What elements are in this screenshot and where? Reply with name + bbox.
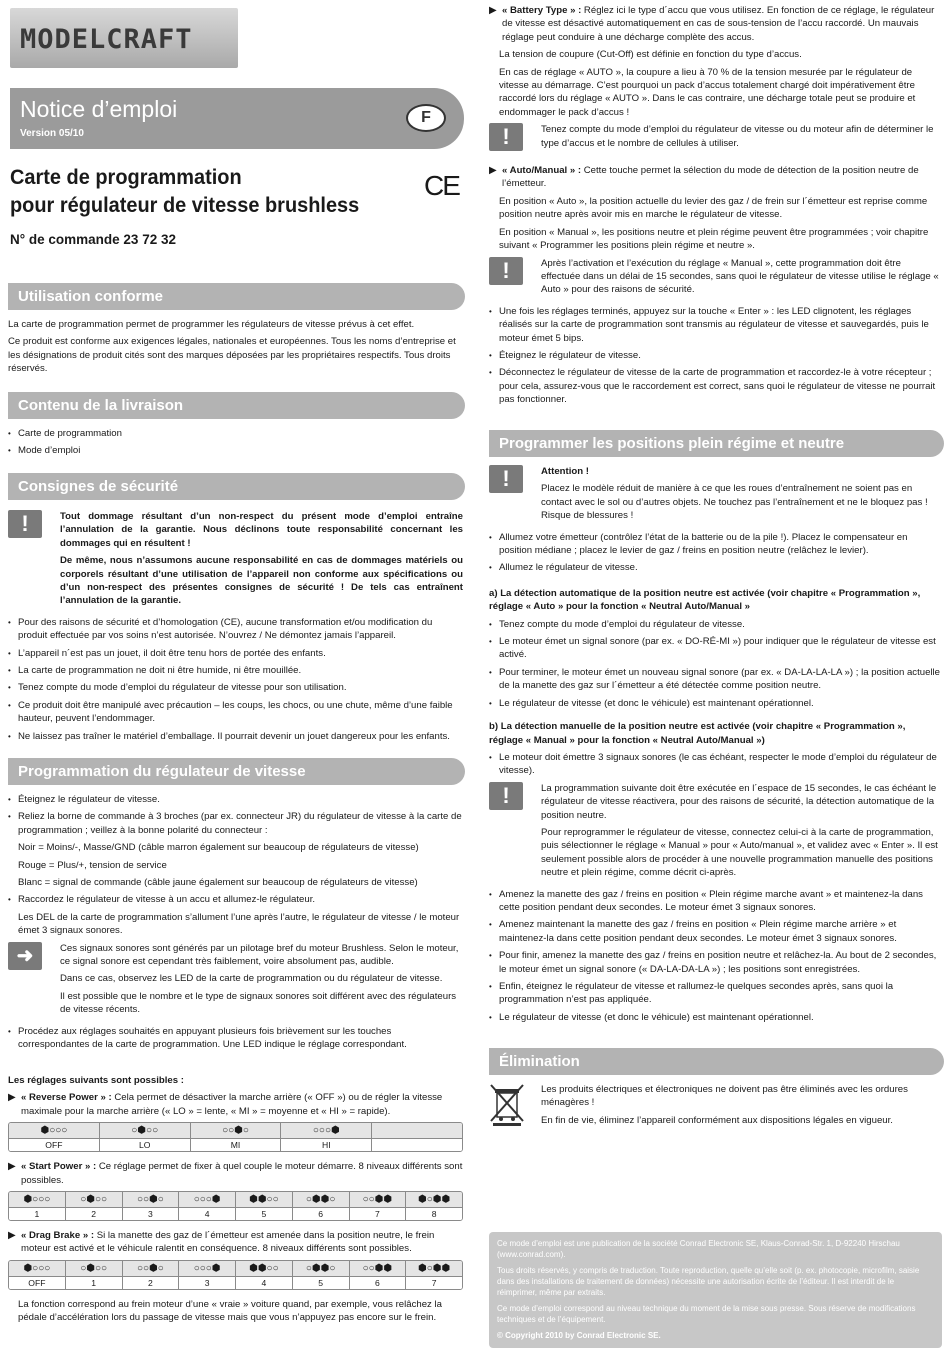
led-cell xyxy=(9,1261,66,1289)
list-item: • L’appareil n´est pas un jouet, il doit être tenu hors de portée des enfants. xyxy=(8,647,463,660)
list-item: • Enfin, éteignez le régulateur de vitesse et rallumez-le quelques secondes après, sans quoi la programmation n’est pas appliquée. xyxy=(489,980,942,1007)
led-indicator: ○○⬢○ xyxy=(123,1192,179,1207)
led-indicator: ○○○⬢ xyxy=(179,1261,235,1276)
bt-note: Tenez compte du mode d’emploi du régulateur de vitesse ou du moteur afin de déterminer le type d’accus et le nombre de cellules à utiliser. xyxy=(541,124,934,149)
led-indicator: ○○○⬢ xyxy=(179,1192,235,1207)
led-label: 1 xyxy=(9,1207,65,1220)
led-label: 2 xyxy=(123,1276,179,1289)
list-item: • Allumez votre émetteur (contrôlez l’état de la batterie ou de la pile !). Placez le compensateur en position médiane ; placez le levier de gaz / freins en position neutre (relâchez le levier). xyxy=(489,531,942,558)
s4-n2: Dans ce cas, observez les LED de la carte de programmation ou du régulateur de vitesse. xyxy=(60,973,443,985)
rp-label: « Reverse Power » : xyxy=(21,1092,112,1104)
list-item: • La carte de programmation ne doit ni être humide, ni être mouillée. xyxy=(8,664,463,677)
reverse-power-table xyxy=(8,1122,463,1152)
s4-n1: Ces signaux sonores sont générés par un pilotage bref du moteur Brushless. Selon le moteur, ce signal sonore est cependant très faiblement, voire absolument pas, audible. xyxy=(60,942,459,968)
s1-p1: La carte de programmation permet de programmer les régulateurs de vitesse prévus à cet effet. xyxy=(8,319,415,330)
footer-copyright: © Copyright 2010 by Conrad Electronic SE. xyxy=(497,1331,661,1340)
warning-icon: ! xyxy=(489,123,523,151)
led-label: 4 xyxy=(179,1207,235,1220)
rp-text: Cela permet de désactiver la marche arrière (« OFF ») ou de régler la vitesse maximale pour la marche arrière (« LO » = lente, « MI » = moyenne et « HI » = rapide). xyxy=(21,1092,443,1117)
list-item: • Reliez la borne de commande à 3 broches (par ex. connecteur JR) du régulateur de vitesse à la carte de programmation ; veillez à la bonne polarité du connecteur : xyxy=(8,810,463,837)
led-cell xyxy=(236,1261,293,1289)
bt-label: « Battery Type » : xyxy=(502,5,582,16)
list-item: • Mode d’emploi xyxy=(8,444,463,457)
logo xyxy=(10,8,238,68)
footer-box xyxy=(489,1232,942,1348)
header-banner xyxy=(10,88,464,149)
s3-warn1: Tout dommage résultant d’un non-respect du présent mode d’emploi entraîne l’annulation de la garantie. Nous déclinons toute responsabilité concernant les dommages qui en résultent ! xyxy=(60,511,463,549)
list-item: • Procédez aux réglages souhaités en appuyant plusieurs fois brièvement sur les touches correspondantes de la carte de programmation. Une LED indique le réglage correspondant. xyxy=(8,1025,463,1052)
led-label: 4 xyxy=(236,1276,292,1289)
drag-brake-note: La fonction correspond au frein moteur d’une « vraie » voiture quand, par exemple, vous relâchez la pédale d’accélération lors du passage de vitesse mais que vous n’appuyez pas encore sur le frein. xyxy=(18,1298,442,1324)
led-cell xyxy=(123,1261,180,1289)
warning-icon: ! xyxy=(8,510,42,538)
wire-white: Blanc = signal de commande (câble jaune également sur beaucoup de régulateurs de vitesse) xyxy=(18,877,418,889)
am-p2: En position « Auto », la position actuelle du levier des gaz / de frein sur l´émetteur est reprise comme position neutre après avoir mis en marche le régulateur de vitesse. xyxy=(499,195,928,221)
order-number: N° de commande 23 72 32 xyxy=(10,232,176,247)
led-indicator: ○⬢○○ xyxy=(66,1261,122,1276)
led-cell xyxy=(100,1123,191,1151)
section-contenu: Contenu de la livraison xyxy=(8,392,465,419)
settings-heading: Les réglages suivants sont possibles : xyxy=(8,1075,184,1086)
attention-text: Placez le modèle réduit de manière à ce que les roues d’entraînement ne soient pas en contact avec le sol ou d’autres objets. Ne touchez pas l’entraînement et ne le bloquez pas ! Risque de blessures ! xyxy=(541,483,928,522)
list-item: • Amenez la manette des gaz / freins en position « Plein régime marche avant » et maintenez-la dans cette position pendant deux secondes. Le moteur émet 3 signaux sonores. xyxy=(489,888,942,915)
led-cell xyxy=(350,1192,407,1220)
list-item: • Pour des raisons de sécurité et d’homologation (CE), aucune transformation et/ou modification du produit effectuée par vos soins n’est autorisée. N’ouvrez / Ne démontez jamais l’appareil. xyxy=(8,616,463,643)
case-b-heading: b) La détection manuelle de la position neutre est activée (voir chapitre « Programmation », réglage « Manual » pour la fonction « Neutral Auto/Manual ») xyxy=(489,721,906,746)
version-label: Version 05/10 xyxy=(20,128,84,139)
list-item: • Pour terminer, le moteur émet un nouveau signal sonore (par ex. « DA-LA-LA-LA ») ; la position actuelle de la manette des gaz sur l´émetteur a été détectée comme position neutre. xyxy=(489,666,942,693)
empty-cell xyxy=(372,1123,462,1151)
section-utilisation: Utilisation conforme xyxy=(8,283,465,310)
list-item: • Tenez compte du mode d’emploi du régulateur de vitesse pour son utilisation. xyxy=(8,681,463,694)
triangle-icon: ▶ xyxy=(489,5,497,16)
s1-p2: Ce produit est conforme aux exigences légales, nationales et européennes. Tous les noms d’entreprise et les désignations de produit cités sont des marques déposées par les propriétaires respectifs. Tous droits réservés. xyxy=(8,336,456,375)
led-indicator: ⬢○○○ xyxy=(9,1192,65,1207)
product-title-2: pour régulateur de vitesse brushless xyxy=(10,194,360,217)
list-item: • Le régulateur de vitesse (et donc le véhicule) est maintenant opérationnel. xyxy=(489,1011,942,1024)
language-badge: F xyxy=(406,104,446,132)
led-indicator: ⬢⬢○○ xyxy=(236,1261,292,1276)
elim-p2: En fin de vie, éliminez l’appareil conformément aux dispositions légales en vigueur. xyxy=(541,1114,893,1126)
led-cell xyxy=(66,1261,123,1289)
led-cell xyxy=(406,1192,462,1220)
elim-p1: Les produits électriques et électroniques ne doivent pas être éliminés avec les ordures ménagères ! xyxy=(541,1084,908,1109)
bt-p2: La tension de coupure (Cut-Off) est définie en fonction du type d’accus. xyxy=(499,49,802,61)
led-indicator: ⬢⬢○○ xyxy=(236,1192,292,1207)
led-cell xyxy=(179,1192,236,1220)
led-label: 6 xyxy=(293,1207,349,1220)
led-indicator: ○⬢⬢○ xyxy=(293,1261,349,1276)
led-label: OFF xyxy=(9,1276,65,1289)
list-item: • Pour finir, amenez la manette des gaz / freins en position neutre et relâchez-la. Au bout de 2 secondes, le moteur émet un signal sonore (« DA-LA-DA-LA ») ; les positions sont enregistrées. xyxy=(489,949,942,976)
led-cell xyxy=(179,1261,236,1289)
led-label: 1 xyxy=(66,1276,122,1289)
list-item: • Raccordez le régulateur de vitesse à un accu et allumez-le régulateur. xyxy=(8,893,463,906)
case-a-heading: a) La détection automatique de la position neutre est activée (voir chapitre « Programmation », réglage « Auto » pour la fonction « Neutral Auto/Manual » xyxy=(489,587,921,613)
list-item: • Allumez le régulateur de vitesse. xyxy=(489,561,942,574)
product-title-1: Carte de programmation xyxy=(10,166,242,189)
led-cell xyxy=(293,1192,350,1220)
sp-text: Ce réglage permet de fixer à quel couple le moteur démarre. 8 niveaux différents sont possibles. xyxy=(21,1161,463,1186)
led-indicator: ○○⬢○ xyxy=(123,1261,179,1276)
led-label: MI xyxy=(191,1138,281,1151)
bt-p3: En cas de réglage « AUTO », la coupure a lieu à 70 % de la tension mesurée par le régulateur de vitesse au démarrage. C’est pourquoi un pack d’accus totalement chargé doit impérativement être raccordé lors du réglage « AUTO ». Dans le cas contraire, une décharge totale peut se produire et endommager le pack d’accus ! xyxy=(499,66,916,118)
led-cell xyxy=(9,1123,100,1151)
led-cell xyxy=(236,1192,293,1220)
led-label: 6 xyxy=(350,1276,406,1289)
wire-red: Rouge = Plus/+, tension de service xyxy=(18,859,167,871)
led-indicator: ○○⬢○ xyxy=(191,1123,281,1138)
section-securite: Consignes de sécurité xyxy=(8,473,465,500)
section-plein-regime: Programmer les positions plein régime et neutre xyxy=(489,430,944,457)
led-cell xyxy=(66,1192,123,1220)
list-item: • Le moteur émet un signal sonore (par ex. « DO-RÉ-MI ») pour indiquer que le régulateur de vitesse est activé. xyxy=(489,635,942,662)
triangle-icon: ▶ xyxy=(8,1230,16,1242)
led-label: HI xyxy=(281,1138,371,1151)
led-label: 7 xyxy=(406,1276,462,1289)
section-programmation: Programmation du régulateur de vitesse xyxy=(8,758,465,785)
s3-warn2: De même, nous n’assumons aucune responsabilité en cas de dommages matériels ou corporels résultant d’une utilisation de l’appareil non conforme aux spécifications ou d’un non-respect des présentes consignes de sécurité ! De tels cas entraînent l’annulation de la garantie. xyxy=(60,555,463,607)
led-cell xyxy=(123,1192,180,1220)
led-indicator: ○⬢⬢○ xyxy=(293,1192,349,1207)
led-label: 3 xyxy=(123,1207,179,1220)
led-cell xyxy=(293,1261,350,1289)
am-p3: En position « Manual », les positions neutre et plein régime peuvent être programmées ; voir chapitre suivant « Programmer les positions plein régime et neutre ». xyxy=(499,226,929,252)
led-cell xyxy=(350,1261,407,1289)
am-text: Cette touche permet la sélection du mode de détection de la position neutre de l’émetteur. xyxy=(502,165,919,190)
s4-n3: Il est possible que le nombre et le type de signaux sonores soit différent avec des régulateurs de vitesse récents. xyxy=(60,990,457,1016)
led-cell xyxy=(9,1192,66,1220)
led-indicator: ⬢○⬢⬢ xyxy=(406,1192,462,1207)
led-indicator: ○○○⬢ xyxy=(281,1123,371,1138)
db-text: Si la manette des gaz de l´émetteur est amenée dans la position neutre, le frein moteur est activé et le véhicule ralentit en conséquence. 8 niveaux différents sont possibles. xyxy=(21,1230,435,1255)
attention-label: Attention ! xyxy=(541,466,589,477)
list-item: • Amenez maintenant la manette des gaz / freins en position « Plein régime marche arrière » et maintenez-la dans cette position pendant deux secondes. Le moteur émet 3 signaux sonores. xyxy=(489,918,942,945)
led-indicator: ○⬢○○ xyxy=(66,1192,122,1207)
led-label: 5 xyxy=(236,1207,292,1220)
list-item: • Le régulateur de vitesse (et donc le véhicule) est maintenant opérationnel. xyxy=(489,697,942,710)
led-indicator: ⬢○⬢⬢ xyxy=(406,1261,462,1276)
triangle-icon: ▶ xyxy=(8,1161,16,1173)
led-label: 7 xyxy=(350,1207,406,1220)
crossed-bin-icon xyxy=(489,1083,529,1127)
list-item: • Ce produit doit être manipulé avec précaution – les coups, les chocs, ou une chute, même d’une faible hauteur, peuvent l’endommager. xyxy=(8,699,463,726)
led-label: 3 xyxy=(179,1276,235,1289)
led-indicator: ⬢○○○ xyxy=(9,1123,99,1138)
wire-black: Noir = Moins/-, Masse/GND (câble marron également sur beaucoup de régulateurs de vitesse) xyxy=(18,842,419,854)
list-item: • Éteignez le régulateur de vitesse. xyxy=(489,349,942,362)
led-label: 5 xyxy=(293,1276,349,1289)
list-item: • Déconnectez le régulateur de vitesse de la carte de programmation et raccordez-le à votre récepteur ; pour cela, assurez-vous que le raccordement est correct, sans quoi le régulateur de vitesse ne pourrait pas fonctionner. xyxy=(489,366,942,406)
led-label: LO xyxy=(100,1138,190,1151)
b-note-2: Pour reprogrammer le régulateur de vitesse, connectez celui-ci à la carte de programmation, puis sélectionner le réglage « Manual » pour « Auto/manual », et validez avec « Enter ». Il est seulement possible alors de procéder à une nouvelle programmation manuelle des positions neutre et plein régime, comme décrit ci-après. xyxy=(541,826,938,879)
footer-rights: Tous droits réservés, y compris de traduction. Toute reproduction, quelle qu’elle soit (p. ex. photocopie, microfilm, saisie dans des installations de traitement de données) nécessite une autorisation écrite de l’éditeur. Il est interdit de le réimprimer, même par extraits. xyxy=(497,1266,920,1297)
triangle-icon: ▶ xyxy=(8,1092,16,1104)
led-cell xyxy=(281,1123,372,1151)
drag-brake-table xyxy=(8,1260,463,1290)
arrow-right-icon: ➜ xyxy=(8,942,42,970)
led-indicator: ⬢○○○ xyxy=(9,1261,65,1276)
warning-icon: ! xyxy=(489,465,523,493)
footer-publisher: Ce mode d’emploi est une publication de la société Conrad Electronic SE, Klaus-Conrad-Str. 1, D-92240 Hirschau (www.conrad.com). xyxy=(497,1239,900,1259)
led-indicator: ○⬢○○ xyxy=(100,1123,190,1138)
led-indicator: ○○⬢⬢ xyxy=(350,1261,406,1276)
start-power-table xyxy=(8,1191,463,1221)
warning-icon: ! xyxy=(489,257,523,285)
triangle-icon: ▶ xyxy=(489,165,497,177)
logo-text: MODELCRAFT xyxy=(20,24,193,55)
sp-label: « Start Power » : xyxy=(21,1161,97,1173)
list-item: • Tenez compte du mode d’emploi du régulateur de vitesse. xyxy=(489,618,942,631)
led-cell xyxy=(406,1261,462,1289)
footer-tech: Ce mode d’emploi correspond au niveau technique du moment de la mise sous presse. Sous réserve de modifications techniques et de l’équipement. xyxy=(497,1304,916,1324)
warning-icon: ! xyxy=(489,782,523,810)
db-label: « Drag Brake » : xyxy=(21,1230,95,1242)
led-label: 8 xyxy=(406,1207,462,1220)
led-indicator: ○○⬢⬢ xyxy=(350,1192,406,1207)
list-item: • Une fois les réglages terminés, appuyez sur la touche « Enter » : les LED clignotent, les réglages réalisés sur la carte de programmation sont transmis au régulateur de vitesse et sauvegardés, puis le moteur émet 5 bips. xyxy=(489,305,942,345)
section-elimination: Élimination xyxy=(489,1048,944,1075)
b-note-1: La programmation suivante doit être exécutée en l´espace de 15 secondes, le cas échéant le régulateur de vitesse réactivera, pour des raisons de sécurité, la détection automatique de la position neutre. xyxy=(541,782,937,821)
bt-text: Réglez ici le type d´accu que vous utilisez. En fonction de ce réglage, le régulateur de vitesse est désactivé automatiquement en cas de sous-tension de l’accu raccordé. Un mauvais réglage peut conduire à une décharge complète des accus. xyxy=(502,5,935,43)
list-item: • Éteignez le régulateur de vitesse. xyxy=(8,793,463,806)
list-item: • Ne laissez pas traîner le matériel d’emballage. Il pourrait devenir un jouet dangereux pour les enfants. xyxy=(8,730,463,743)
am-label: « Auto/Manual » : xyxy=(502,165,582,177)
am-note: Après l’activation et l’exécution du réglage « Manual », cette programmation doit être effectuée dans un délai de 15 secondes, sans quoi le régulateur de vitesse utilise le réglage « Auto » pour des raisons de sécurité. xyxy=(541,257,939,296)
s4-i3b: Les DEL de la carte de programmation s’allument l’une après l’autre, le régulateur de vitesse / le moteur émet 3 signaux sonores. xyxy=(18,911,460,937)
list-item: • Carte de programmation xyxy=(8,427,463,440)
page-title: Notice d’emploi xyxy=(20,96,178,122)
led-label: OFF xyxy=(9,1138,99,1151)
led-label: 2 xyxy=(66,1207,122,1220)
led-cell xyxy=(191,1123,282,1151)
list-item: • Le moteur doit émettre 3 signaux sonores (le cas échéant, respecter le mode d’emploi du régulateur de vitesse). xyxy=(489,751,942,778)
ce-mark: CE xyxy=(424,170,459,201)
